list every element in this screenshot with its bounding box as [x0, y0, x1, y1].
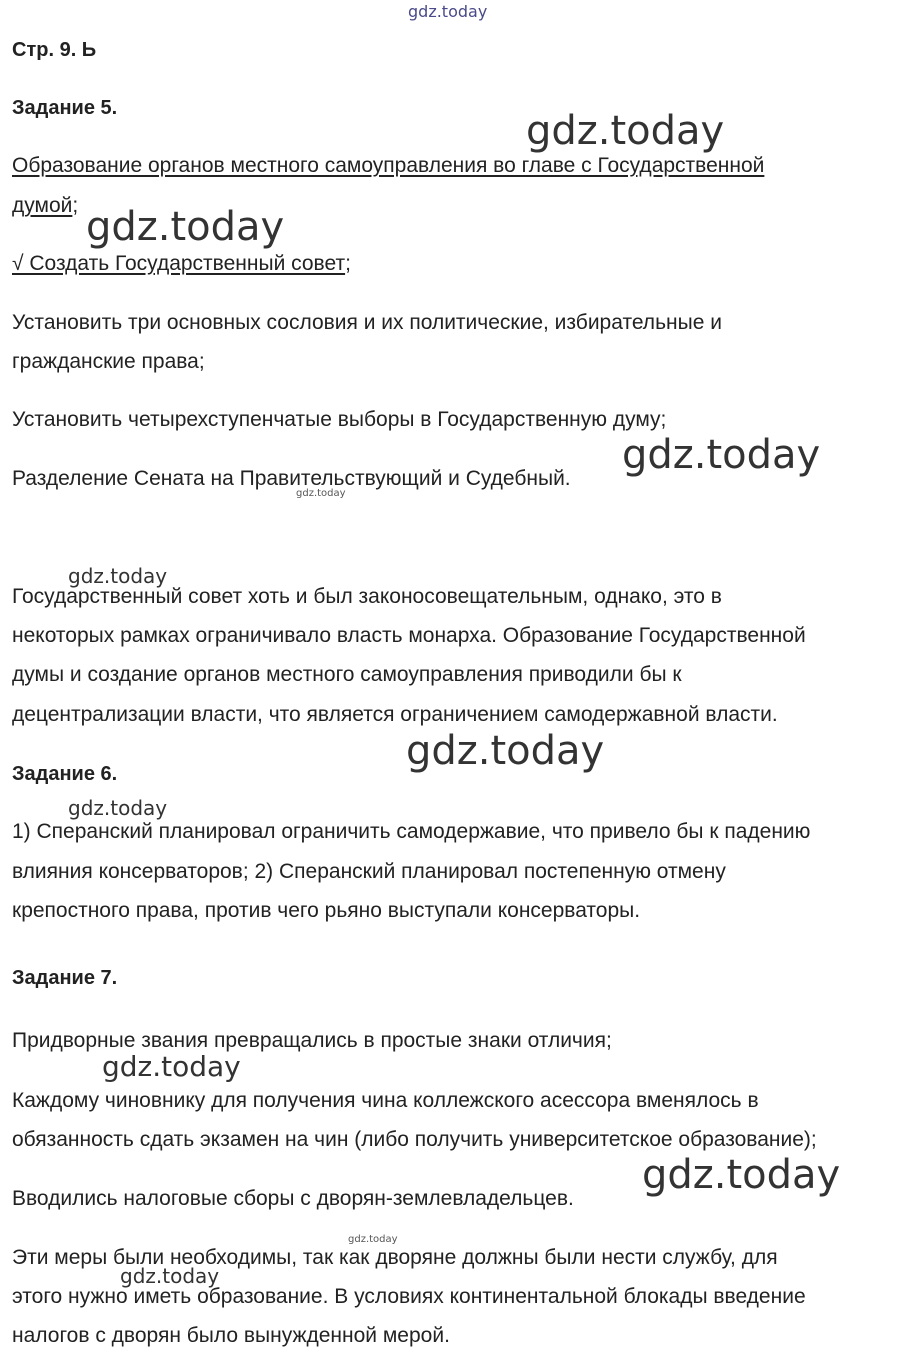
- task7-explanation-line2: этого нужно иметь образование. В условиях континентальной блокады введение: [12, 1285, 806, 1308]
- task7-item-2-line1: Каждому чиновнику для получения чина коллежского асессора вменялось в: [12, 1089, 759, 1112]
- task7-heading: Задание 7.: [12, 967, 118, 989]
- task5-explanation-line1: Государственный совет хоть и был законосовещательным, однако, это в: [12, 585, 722, 608]
- watermark-9: gdz.today: [642, 1152, 841, 1198]
- watermark-7: gdz.today: [68, 796, 168, 820]
- task7-item-1: Придворные звания превращались в простые знаки отличия;: [12, 1029, 612, 1052]
- watermark-1: gdz.today: [526, 108, 725, 154]
- watermark-4: gdz.today: [296, 488, 346, 499]
- task5-option-2-underlined: √ Создать Государственный совет: [12, 252, 346, 275]
- task6-line1: 1) Сперанский планировал ограничить самодержавие, что привело бы к падению: [12, 820, 811, 843]
- task7-explanation-line3: налогов с дворян было вынужденной мерой.: [12, 1324, 450, 1347]
- task5-option-3-line2: гражданские права;: [12, 350, 205, 373]
- task5-option-5: Разделение Сената на Правительствующий и Судебный.: [12, 467, 571, 490]
- watermark-8: gdz.today: [102, 1050, 241, 1083]
- task5-option-2-rest: ;: [345, 252, 351, 275]
- task5-heading: Задание 5.: [12, 97, 118, 119]
- task5-option-1-line1: Образование органов местного самоуправления во главе с Государственной: [12, 154, 765, 177]
- task7-item-2-line2: обязанность сдать экзамен на чин (либо получить университетское образование);: [12, 1128, 817, 1151]
- watermark-6: gdz.today: [406, 728, 605, 774]
- task5-option-1-rest: ;: [72, 194, 79, 217]
- watermark-11: gdz.today: [120, 1264, 220, 1288]
- watermark-5: gdz.today: [68, 564, 168, 588]
- task6-line2: влияния консерваторов; 2) Сперанский планировал постепенную отмену: [12, 860, 726, 883]
- task7-explanation-line1: Эти меры были необходимы, так как дворяне должны были нести службу, для: [12, 1246, 778, 1269]
- task5-explanation-line3: думы и создание органов местного самоуправления приводили бы к: [12, 663, 682, 686]
- task5-option-2: [12, 250, 351, 278]
- task5-option-3-line1: Установить три основных сословия и их политические, избирательные и: [12, 311, 722, 334]
- task6-heading: Задание 6.: [12, 763, 118, 785]
- page-ref: Стр. 9. Ь: [12, 39, 97, 61]
- task5-option-1-underlined: думой: [12, 194, 73, 217]
- watermark-10: gdz.today: [348, 1234, 398, 1245]
- watermark-top: gdz.today: [408, 2, 488, 21]
- task5-explanation-line4: децентрализации власти, что является ограничением самодержавной власти.: [12, 703, 778, 726]
- task5-explanation-line2: некоторых рамках ограничивало власть монарха. Образование Государственной: [12, 624, 806, 647]
- task5-option-1-line2: [12, 192, 78, 220]
- task6-line3: крепостного права, против чего рьяно выступали консерваторы.: [12, 899, 641, 922]
- watermark-3: gdz.today: [622, 432, 821, 478]
- watermark-2: gdz.today: [86, 204, 285, 250]
- task5-option-4: Установить четырехступенчатые выборы в Государственную думу;: [12, 408, 667, 431]
- task7-item-3: Вводились налоговые сборы с дворян-землевладельцев.: [12, 1187, 574, 1210]
